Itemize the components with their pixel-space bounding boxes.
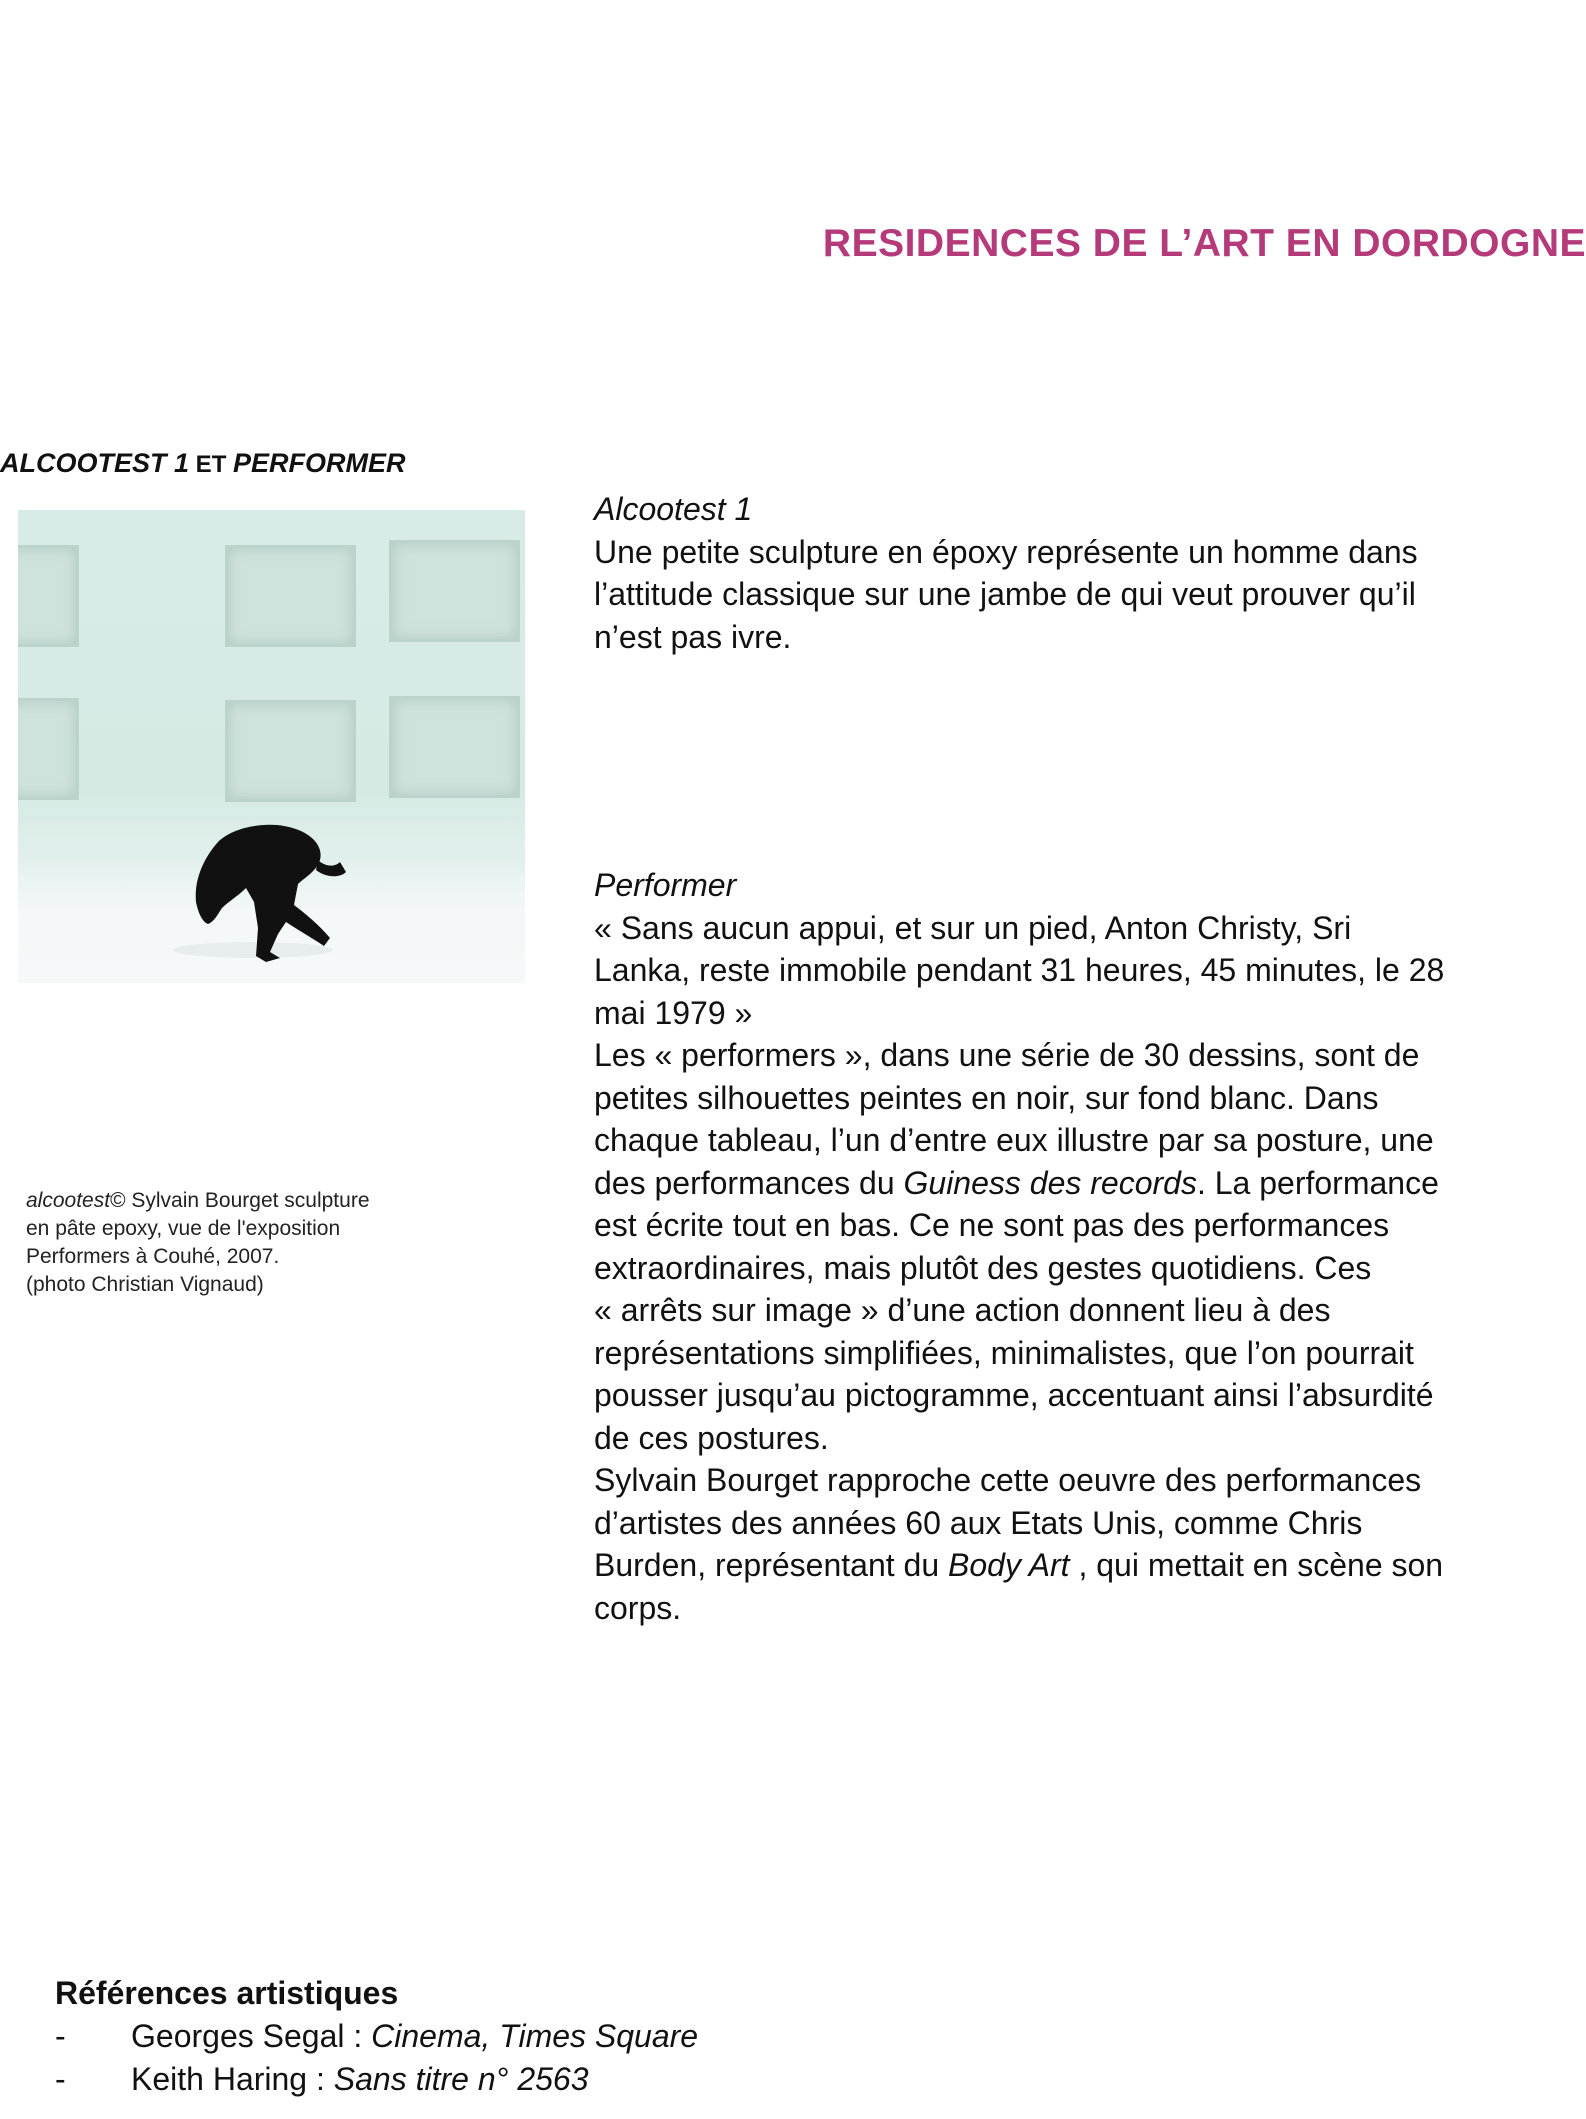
body-fragment: , qui mettait en scène son xyxy=(1069,1547,1444,1583)
performer-section xyxy=(594,864,1586,1629)
body-line: n’est pas ivre. xyxy=(594,618,792,655)
list-dash: - xyxy=(55,2061,66,2097)
caption-line: Performers à Couhé, 2007. xyxy=(26,1245,280,1268)
caption-line: (photo Christian Vignaud) xyxy=(26,1273,264,1296)
quote-line: Lanka, reste immobile pendant 31 heures, 45 minutes, le 28 xyxy=(594,952,1445,988)
alcootest-section xyxy=(594,488,1586,658)
body-line: Les « performers », dans une série de 30 dessins, sont de xyxy=(594,1037,1420,1073)
body-line: représentations simplifiées, minimalistes, que l’on pourrait xyxy=(594,1334,1414,1371)
body-fragment: des performances du xyxy=(594,1164,904,1201)
reference-work: Cinema, Times Square xyxy=(371,2018,699,2054)
body-line: chaque tableau, l’un d’entre eux illustre par sa posture, une xyxy=(594,1122,1434,1158)
sculpture-photo xyxy=(18,510,525,983)
body-line: de ces postures. xyxy=(594,1419,829,1456)
caption-line: en pâte epoxy, vue de l'exposition xyxy=(26,1217,341,1240)
section-heading xyxy=(0,448,406,479)
reference-item xyxy=(55,2015,698,2058)
body-art-term: Body Art xyxy=(948,1547,1070,1583)
quote-line: mai 1979 » xyxy=(594,994,753,1031)
body-line: l’attitude classique sur une jambe de qui veut prouver qu’il xyxy=(594,576,1416,612)
section-work2: PERFORMER xyxy=(233,448,406,478)
reference-item xyxy=(55,2058,698,2101)
body-line: extraordinaires, mais plutôt des gestes quotidiens. Ces xyxy=(594,1249,1372,1286)
body-fragment: Burden, représentant du xyxy=(594,1547,949,1583)
caption-lead: alcootest xyxy=(26,1189,111,1212)
references-section xyxy=(55,1972,698,2101)
body-line: pousser jusqu’au pictogramme, accentuant ainsi l’absurdité xyxy=(594,1377,1434,1413)
body-line: est écrite tout en bas. Ce ne sont pas des performances xyxy=(594,1207,1390,1243)
list-dash: - xyxy=(55,2018,66,2054)
reference-artist: Keith Haring : xyxy=(131,2061,334,2097)
section-joiner: ET xyxy=(189,451,234,478)
guiness-title: Guiness des records xyxy=(903,1164,1197,1201)
figure-silhouette xyxy=(18,510,525,983)
alcootest-subtitle: Alcootest 1 xyxy=(594,491,753,527)
body-fragment: . La performance xyxy=(1196,1164,1439,1201)
caption-rest: © Sylvain Bourget sculpture xyxy=(110,1189,370,1212)
references-title: Références artistiques xyxy=(55,1975,399,2011)
body-line xyxy=(594,1162,1586,1205)
page-title: RESIDENCES DE L’ART EN DORDOGNE xyxy=(822,222,1586,265)
body-line: Une petite sculpture en époxy représente un homme dans xyxy=(594,533,1418,570)
performer-subtitle: Performer xyxy=(594,867,737,903)
body-line: Sylvain Bourget rapproche cette oeuvre des performances xyxy=(594,1462,1422,1498)
reference-work: Sans titre n° 2563 xyxy=(333,2061,589,2097)
reference-artist: Georges Segal : xyxy=(131,2018,372,2054)
body-line xyxy=(594,1544,1586,1587)
body-line: corps. xyxy=(594,1589,682,1626)
photo-caption xyxy=(26,1187,506,1299)
body-line: « arrêts sur image » d’une action donnent lieu à des xyxy=(594,1292,1331,1328)
quote-line: « Sans aucun appui, et sur un pied, Anton Christy, Sri xyxy=(594,909,1352,946)
section-work1: ALCOOTEST 1 xyxy=(0,448,190,478)
body-line: petites silhouettes peintes en noir, sur fond blanc. Dans xyxy=(594,1079,1379,1116)
body-line: d’artistes des années 60 aux Etats Unis, comme Chris xyxy=(594,1504,1363,1541)
